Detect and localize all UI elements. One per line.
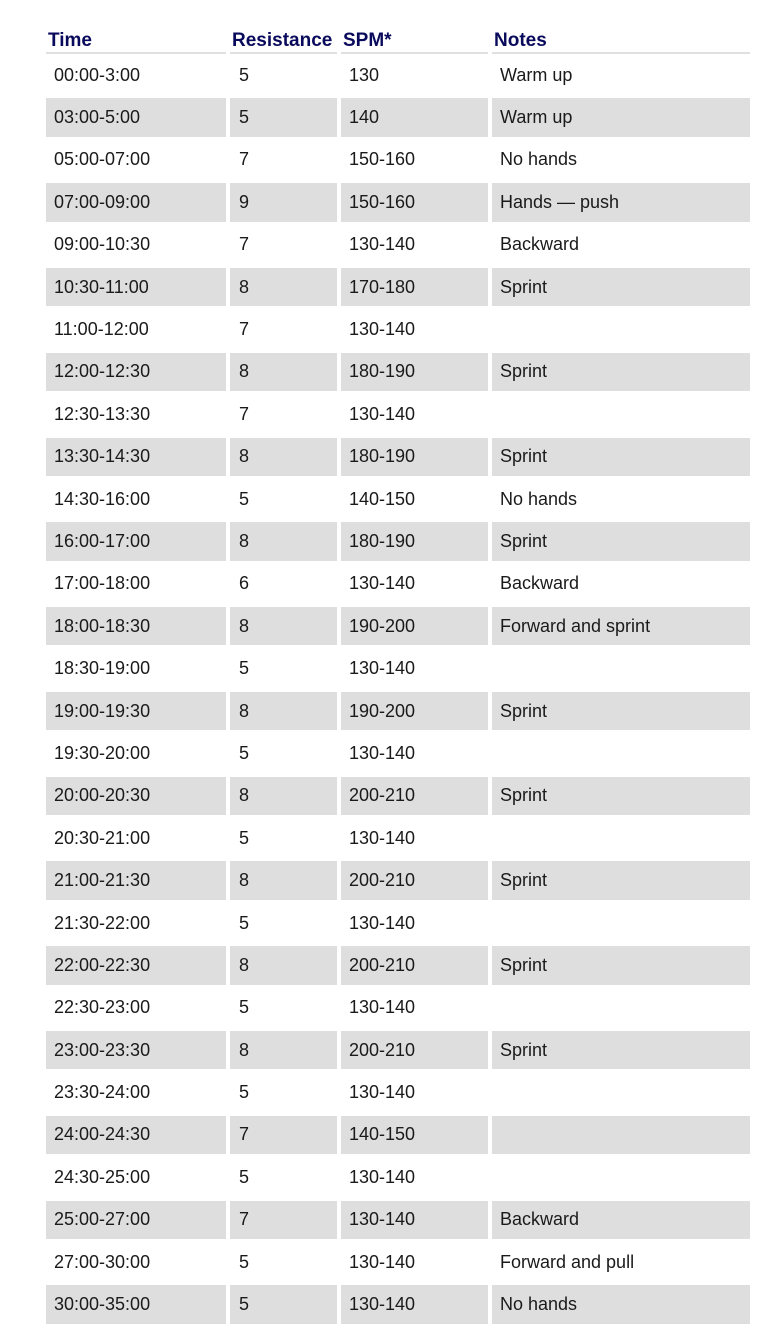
- table-row: [46, 1071, 750, 1113]
- resistance-cell: 5: [230, 647, 337, 689]
- time-cell: 13:30-14:30: [46, 436, 226, 478]
- time-cell: 09:00-10:30: [46, 224, 226, 266]
- table-header-row: [46, 22, 750, 54]
- table-row: [46, 96, 750, 138]
- time-cell: 30:00-35:00: [46, 1283, 226, 1325]
- spm-cell: 130-140: [341, 224, 488, 266]
- workout-table: [42, 22, 754, 1326]
- resistance-cell: 5: [230, 732, 337, 774]
- column-header-spm: SPM*: [341, 22, 488, 54]
- resistance-cell: 8: [230, 690, 337, 732]
- time-cell: 22:30-23:00: [46, 987, 226, 1029]
- time-cell: 23:30-24:00: [46, 1071, 226, 1113]
- resistance-cell: 8: [230, 944, 337, 986]
- notes-cell: Warm up: [492, 54, 750, 96]
- time-cell: 20:30-21:00: [46, 817, 226, 859]
- table-row: [46, 732, 750, 774]
- time-cell: 12:30-13:30: [46, 393, 226, 435]
- time-cell: 20:00-20:30: [46, 775, 226, 817]
- workout-table-container: [46, 22, 746, 1326]
- table-body: [46, 54, 750, 1326]
- notes-cell: Sprint: [492, 1029, 750, 1071]
- resistance-cell: 6: [230, 563, 337, 605]
- table-row: [46, 987, 750, 1029]
- spm-cell: 130-140: [341, 817, 488, 859]
- resistance-cell: 8: [230, 859, 337, 901]
- time-cell: 07:00-09:00: [46, 181, 226, 223]
- table-row: [46, 902, 750, 944]
- time-cell: 27:00-30:00: [46, 1241, 226, 1283]
- notes-cell: No hands: [492, 478, 750, 520]
- table-row: [46, 393, 750, 435]
- notes-cell: [492, 308, 750, 350]
- notes-cell: Backward: [492, 1199, 750, 1241]
- spm-cell: 130-140: [341, 393, 488, 435]
- table-row: [46, 944, 750, 986]
- table-row: [46, 181, 750, 223]
- resistance-cell: 7: [230, 139, 337, 181]
- time-cell: 24:30-25:00: [46, 1156, 226, 1198]
- table-row: [46, 224, 750, 266]
- resistance-cell: 8: [230, 775, 337, 817]
- spm-cell: 140-150: [341, 1114, 488, 1156]
- table-row: [46, 563, 750, 605]
- resistance-cell: 5: [230, 817, 337, 859]
- notes-cell: Sprint: [492, 944, 750, 986]
- resistance-cell: 8: [230, 520, 337, 562]
- resistance-cell: 7: [230, 393, 337, 435]
- time-cell: 18:30-19:00: [46, 647, 226, 689]
- notes-cell: Backward: [492, 563, 750, 605]
- table-row: [46, 308, 750, 350]
- time-cell: 19:30-20:00: [46, 732, 226, 774]
- notes-cell: Backward: [492, 224, 750, 266]
- notes-cell: [492, 1156, 750, 1198]
- notes-cell: Forward and pull: [492, 1241, 750, 1283]
- table-row: [46, 139, 750, 181]
- time-cell: 19:00-19:30: [46, 690, 226, 732]
- table-row: [46, 436, 750, 478]
- spm-cell: 130-140: [341, 1199, 488, 1241]
- resistance-cell: 5: [230, 54, 337, 96]
- time-cell: 23:00-23:30: [46, 1029, 226, 1071]
- table-row: [46, 1029, 750, 1071]
- table-row: [46, 690, 750, 732]
- spm-cell: 130-140: [341, 1071, 488, 1113]
- notes-cell: [492, 393, 750, 435]
- notes-cell: Sprint: [492, 690, 750, 732]
- resistance-cell: 7: [230, 1114, 337, 1156]
- column-header-resistance: Resistance: [230, 22, 337, 54]
- table-row: [46, 817, 750, 859]
- time-cell: 21:30-22:00: [46, 902, 226, 944]
- notes-cell: [492, 647, 750, 689]
- time-cell: 00:00-3:00: [46, 54, 226, 96]
- spm-cell: 190-200: [341, 605, 488, 647]
- spm-cell: 170-180: [341, 266, 488, 308]
- resistance-cell: 5: [230, 478, 337, 520]
- notes-cell: No hands: [492, 1283, 750, 1325]
- resistance-cell: 7: [230, 308, 337, 350]
- notes-cell: Hands — push: [492, 181, 750, 223]
- spm-cell: 130-140: [341, 732, 488, 774]
- time-cell: 11:00-12:00: [46, 308, 226, 350]
- notes-cell: Sprint: [492, 775, 750, 817]
- resistance-cell: 9: [230, 181, 337, 223]
- resistance-cell: 8: [230, 351, 337, 393]
- resistance-cell: 8: [230, 436, 337, 478]
- resistance-cell: 5: [230, 902, 337, 944]
- resistance-cell: 5: [230, 1071, 337, 1113]
- spm-cell: 200-210: [341, 1029, 488, 1071]
- notes-cell: Sprint: [492, 351, 750, 393]
- resistance-cell: 8: [230, 605, 337, 647]
- time-cell: 18:00-18:30: [46, 605, 226, 647]
- spm-cell: 130-140: [341, 987, 488, 1029]
- spm-cell: 130: [341, 54, 488, 96]
- resistance-cell: 5: [230, 1283, 337, 1325]
- table-row: [46, 351, 750, 393]
- resistance-cell: 5: [230, 1156, 337, 1198]
- notes-cell: [492, 902, 750, 944]
- column-header-notes: Notes: [492, 22, 750, 54]
- spm-cell: 130-140: [341, 1156, 488, 1198]
- time-cell: 10:30-11:00: [46, 266, 226, 308]
- spm-cell: 140: [341, 96, 488, 138]
- notes-cell: [492, 987, 750, 1029]
- table-row: [46, 1241, 750, 1283]
- spm-cell: 130-140: [341, 902, 488, 944]
- resistance-cell: 5: [230, 96, 337, 138]
- resistance-cell: 8: [230, 1029, 337, 1071]
- spm-cell: 180-190: [341, 436, 488, 478]
- spm-cell: 150-160: [341, 181, 488, 223]
- table-row: [46, 775, 750, 817]
- table-row: [46, 605, 750, 647]
- notes-cell: No hands: [492, 139, 750, 181]
- time-cell: 05:00-07:00: [46, 139, 226, 181]
- time-cell: 03:00-5:00: [46, 96, 226, 138]
- table-row: [46, 1156, 750, 1198]
- table-row: [46, 478, 750, 520]
- table-row: [46, 859, 750, 901]
- resistance-cell: 7: [230, 1199, 337, 1241]
- spm-cell: 130-140: [341, 563, 488, 605]
- table-row: [46, 1114, 750, 1156]
- notes-cell: Sprint: [492, 266, 750, 308]
- notes-cell: Forward and sprint: [492, 605, 750, 647]
- time-cell: 16:00-17:00: [46, 520, 226, 562]
- spm-cell: 200-210: [341, 944, 488, 986]
- time-cell: 14:30-16:00: [46, 478, 226, 520]
- notes-cell: [492, 1114, 750, 1156]
- spm-cell: 130-140: [341, 647, 488, 689]
- time-cell: 12:00-12:30: [46, 351, 226, 393]
- notes-cell: [492, 732, 750, 774]
- time-cell: 21:00-21:30: [46, 859, 226, 901]
- time-cell: 22:00-22:30: [46, 944, 226, 986]
- resistance-cell: 7: [230, 224, 337, 266]
- notes-cell: Sprint: [492, 859, 750, 901]
- spm-cell: 130-140: [341, 1241, 488, 1283]
- notes-cell: [492, 1071, 750, 1113]
- spm-cell: 150-160: [341, 139, 488, 181]
- resistance-cell: 5: [230, 987, 337, 1029]
- table-row: [46, 1283, 750, 1325]
- spm-cell: 130-140: [341, 308, 488, 350]
- spm-cell: 180-190: [341, 351, 488, 393]
- table-row: [46, 266, 750, 308]
- spm-cell: 130-140: [341, 1283, 488, 1325]
- time-cell: 17:00-18:00: [46, 563, 226, 605]
- spm-cell: 200-210: [341, 775, 488, 817]
- time-cell: 24:00-24:30: [46, 1114, 226, 1156]
- table-row: [46, 520, 750, 562]
- table-row: [46, 54, 750, 96]
- notes-cell: Sprint: [492, 520, 750, 562]
- resistance-cell: 8: [230, 266, 337, 308]
- notes-cell: [492, 817, 750, 859]
- table-row: [46, 647, 750, 689]
- notes-cell: Warm up: [492, 96, 750, 138]
- resistance-cell: 5: [230, 1241, 337, 1283]
- spm-cell: 200-210: [341, 859, 488, 901]
- table-row: [46, 1199, 750, 1241]
- spm-cell: 140-150: [341, 478, 488, 520]
- column-header-time: Time: [46, 22, 226, 54]
- notes-cell: Sprint: [492, 436, 750, 478]
- spm-cell: 190-200: [341, 690, 488, 732]
- time-cell: 25:00-27:00: [46, 1199, 226, 1241]
- spm-cell: 180-190: [341, 520, 488, 562]
